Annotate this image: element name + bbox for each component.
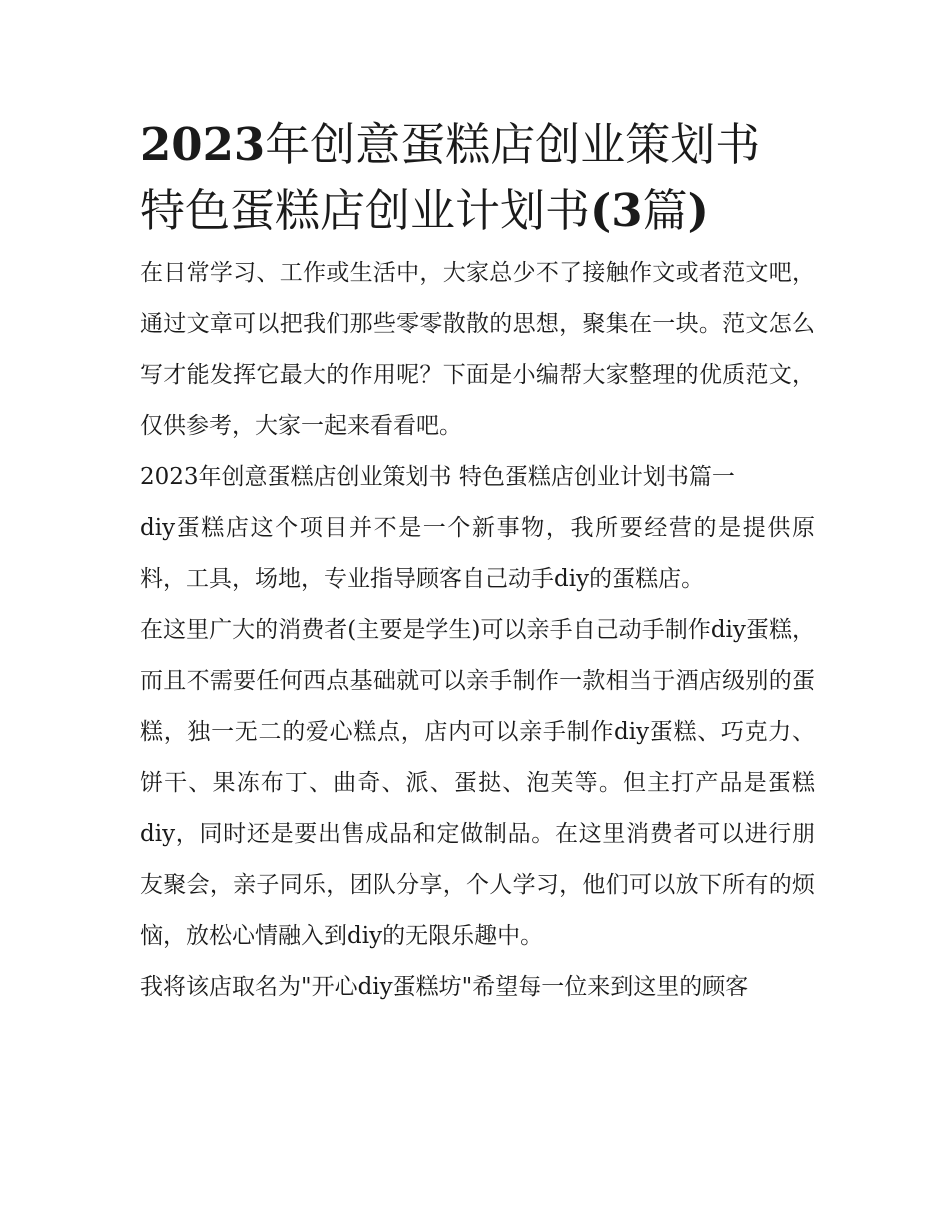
- title-count: (3: [590, 184, 643, 237]
- title-count-unit: 篇: [642, 184, 688, 237]
- document-content: [140, 112, 815, 1013]
- title-close-paren: ): [687, 184, 709, 237]
- title-line1-text: 年创意蛋糕店创业策划书: [265, 118, 761, 171]
- title-year: 2023: [140, 118, 266, 171]
- section-heading-paragraph: 2023年创意蛋糕店创业策划书 特色蛋糕店创业计划书篇一: [140, 464, 735, 490]
- body-paragraph: diy蛋糕店这个项目并不是一个新事物，我所要经营的是提供原料，工具，场地，专业指导顾客自己动手diy的蛋糕店。: [140, 515, 815, 592]
- body-paragraph: 在这里广大的消费者(主要是学生)可以亲手自己动手制作diy蛋糕，而且不需要任何西点基础就可以亲手制作一款相当于酒店级别的蛋糕，独一无二的爱心糕点，店内可以亲手制作diy蛋糕、巧克力、饼干、果冻布丁、曲奇、派、蛋挞、泡芙等。但主打产品是蛋糕diy，同时还是要出售成品和定做制品。在这里消费者可以进行朋友聚会，亲子同乐，团队分享，个人学习，他们可以放下所有的烦恼，放松心情融入到diy的无限乐趣中。: [140, 617, 815, 949]
- intro-paragraph: 在日常学习、工作或生活中，大家总少不了接触作文或者范文吧，通过文章可以把我们那些零零散散的思想，聚集在一块。范文怎么写才能发挥它最大的作用呢？下面是小编帮大家整理的优质范文，仅供参考，大家一起来看看吧。: [140, 260, 815, 439]
- document-title: [140, 112, 815, 244]
- body-paragraph: 我将该店取名为"开心diy蛋糕坊"希望每一位来到这里的顾客: [140, 974, 749, 1000]
- title-line2-text: 特色蛋糕店创业计划书: [140, 184, 591, 237]
